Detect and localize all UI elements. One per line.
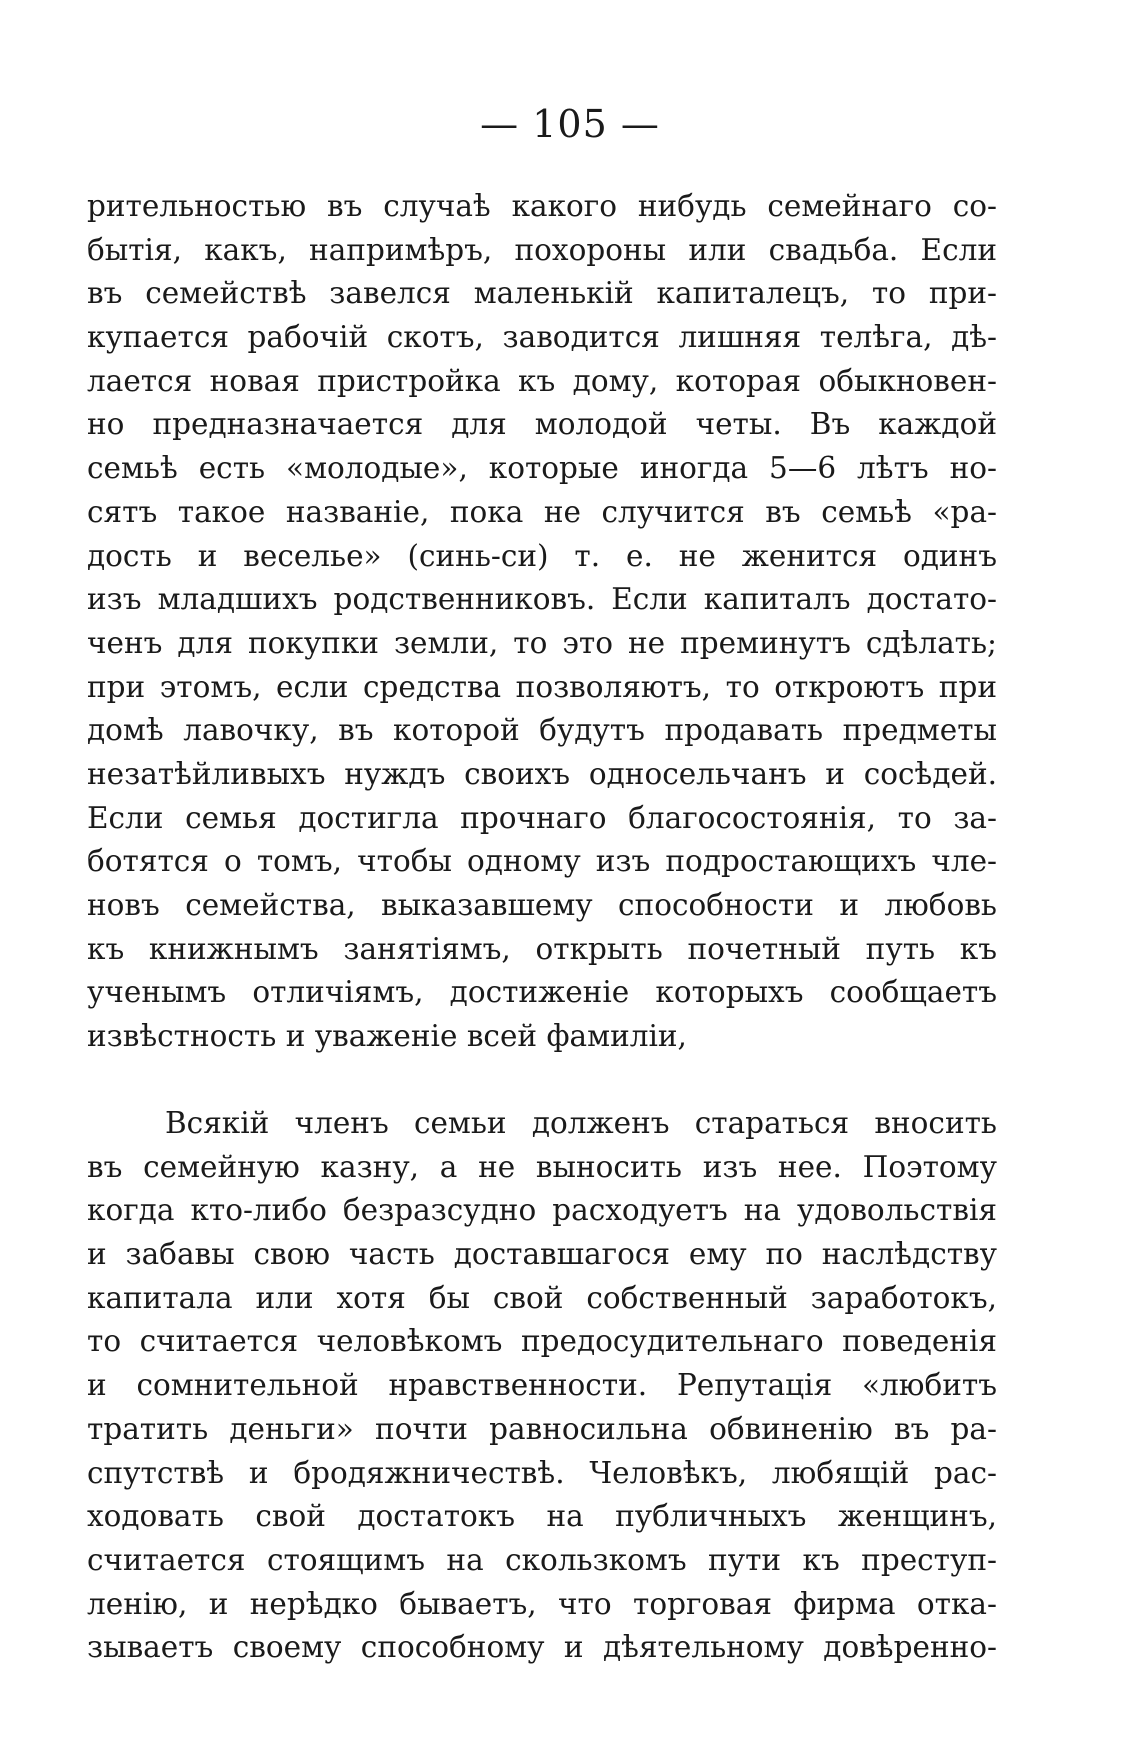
text-line: ботятся о томъ, чтобы одному изъ подростающихъ чле-	[87, 844, 997, 879]
text-line: но предназначается для молодой четы. Въ каждой	[87, 407, 997, 442]
text-line: зываетъ своему способному и дѣятельному довѣренно-	[87, 1630, 997, 1665]
text-line: новъ семейства, выказавшему способности и любовь	[87, 888, 997, 922]
text-line: капитала или хотя бы свой собственный заработокъ,	[87, 1280, 997, 1315]
paragraph-2	[87, 1102, 997, 1670]
text-line: при этомъ, если средства позволяютъ, то откроютъ при	[87, 669, 997, 704]
text-line: ченъ для покупки земли, то это не преминутъ сдѣлать;	[87, 625, 997, 660]
text-line: ученымъ отличіямъ, достиженіе которыхъ сообщаетъ	[87, 975, 997, 1010]
text-line: и сомнительной нравственности. Репутація «любитъ	[87, 1368, 997, 1403]
text-line: въ семействѣ завелся маленькій капиталецъ, то при-	[87, 276, 997, 311]
text-line: считается стоящимъ на скользкомъ пути къ преступ-	[87, 1542, 997, 1577]
text-line: семьѣ есть «молодые», которые иногда 5—6 лѣтъ но-	[87, 451, 997, 486]
text-line: рительностью въ случаѣ какого нибудь семейнаго со-	[87, 189, 997, 223]
text-line: незатѣйливыхъ нуждъ своихъ односельчанъ и сосѣдей.	[87, 756, 997, 791]
text-line: когда кто-либо безразсудно расходуетъ на удовольствія	[87, 1193, 997, 1228]
text-line: спутствѣ и бродяжничествѣ. Человѣкъ, любящій рас-	[87, 1455, 997, 1490]
text-line: къ книжнымъ занятіямъ, открыть почетный путь къ	[87, 931, 997, 966]
text-line: и забавы свою часть доставшагося ему по наслѣдству	[87, 1237, 997, 1272]
text-line: купается рабочій скотъ, заводится лишняя телѣга, дѣ-	[87, 320, 997, 355]
text-line: Всякій членъ семьи долженъ стараться вносить	[165, 1106, 997, 1140]
text-line: дость и веселье» (синь-си) т. е. не женится одинъ	[87, 538, 997, 573]
text-line: ходовать свой достатокъ на публичныхъ женщинъ,	[87, 1499, 997, 1534]
page-number: — 105 —	[480, 102, 660, 146]
text-line: тратить деньги» почти равносильна обвиненію въ ра-	[87, 1411, 997, 1446]
text-line: лается новая пристройка къ дому, которая обыкновен-	[87, 363, 997, 398]
text-line: ленію, и нерѣдко бываетъ, что торговая фирма отка-	[87, 1586, 997, 1621]
text-line: въ семейную казну, а не выносить изъ нее. Поэтому	[87, 1149, 997, 1184]
text-line: бытія, какъ, напримѣръ, похороны или свадьба. Если	[87, 232, 997, 267]
text-line: извѣстность и уваженіе всей фамиліи,	[87, 1019, 687, 1054]
paragraph-1	[87, 185, 997, 1059]
text-line: изъ младшихъ родственниковъ. Если капиталъ достато-	[87, 582, 997, 617]
text-line: то считается человѣкомъ предосудительнаго поведенія	[87, 1324, 997, 1359]
text-line: домѣ лавочку, въ которой будутъ продавать предметы	[87, 713, 997, 748]
text-line: Если семья достигла прочнаго благосостоянія, то за-	[87, 800, 997, 835]
text-line: сятъ такое названіе, пока не случится въ семьѣ «ра-	[87, 494, 997, 529]
